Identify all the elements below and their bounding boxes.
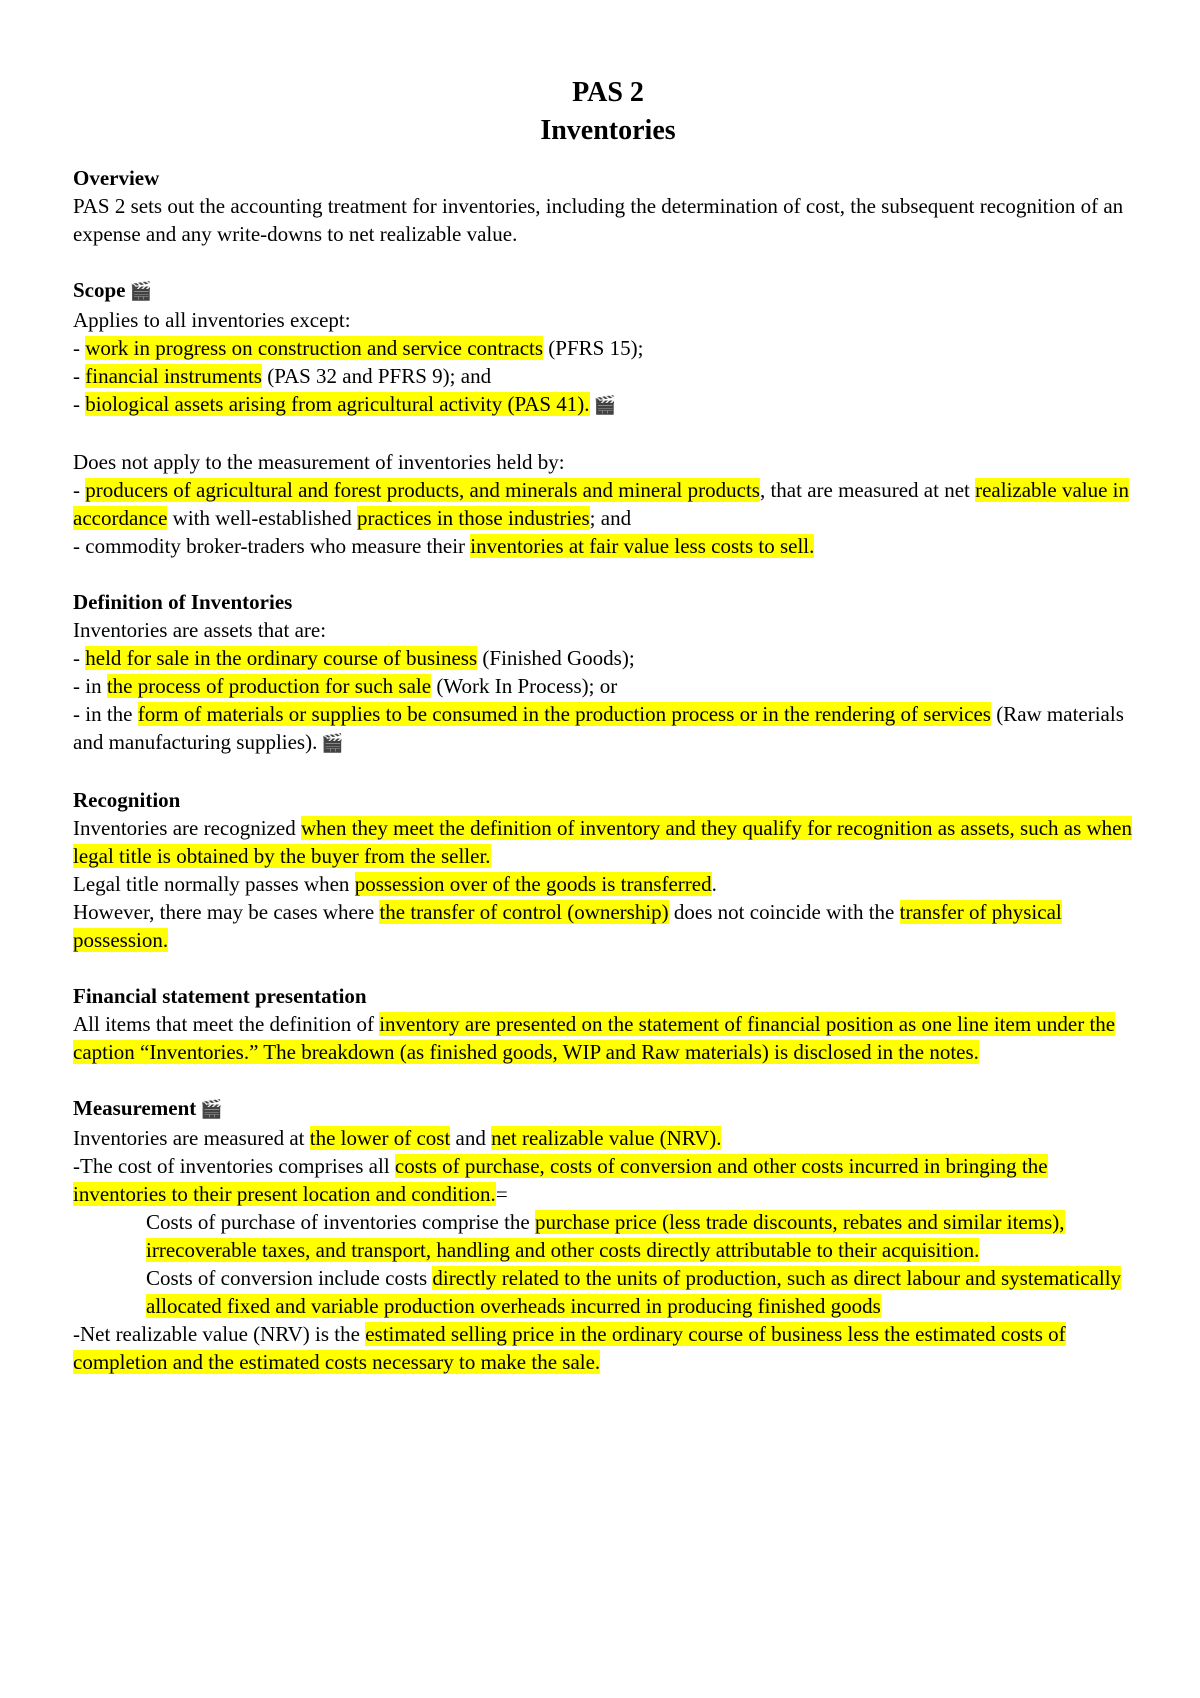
definition-intro: Inventories are assets that are: — [73, 618, 327, 642]
highlight: transfer of physical possession. — [73, 900, 1062, 952]
scope-heading: Scope — [73, 278, 126, 302]
text-run: in — [85, 674, 107, 698]
text-run: All items that meet the definition of — [73, 1012, 380, 1036]
highlight: directly related to the units of production, such as direct labour and systematically allocated fixed and variable production overheads incurred in producing finished goods — [146, 1266, 1122, 1318]
measurement-heading-line — [73, 1094, 1143, 1124]
text-run: (Raw materials and manufacturing supplies). — [73, 702, 1124, 754]
overview-heading: Overview — [73, 166, 160, 190]
highlight: possession over of the goods is transferred — [354, 872, 712, 896]
measurement-para — [73, 1124, 1143, 1152]
highlight: the lower of cost — [309, 1126, 451, 1150]
clapperboard-icon: 🎬 — [129, 281, 152, 302]
scope-heading-line — [73, 276, 1143, 306]
highlight: practices in those industries — [356, 506, 590, 530]
scope-not-apply-item: - producers of agricultural and forest products, and minerals and mineral products, that are measured at net realizable value in accordance with well-established practices in those industries; and — [73, 478, 1130, 530]
text-run: Inventories are measured at — [73, 1126, 310, 1150]
highlight: the transfer of control (ownership) — [379, 900, 669, 924]
text-run: , that are measured at net — [759, 478, 976, 502]
measurement-para — [73, 1152, 1143, 1208]
text-run: -The cost of inventories comprises all — [73, 1154, 395, 1178]
clapperboard-icon: 🎬 — [593, 395, 616, 416]
highlight: purchase price (less trade discounts, rebates and similar items), irrecoverable taxes, and transport, handling and other costs directly attributable to their acquisition. — [146, 1210, 1065, 1262]
highlight: biological assets arising from agricultural activity (PAS 41). — [85, 392, 590, 416]
document-subtitle: Inventories — [540, 115, 676, 146]
measurement-para — [73, 1264, 1143, 1320]
highlight: held for sale in the ordinary course of business — [85, 646, 478, 670]
presentation-para — [73, 1010, 1143, 1066]
scope-not-apply: Does not apply to the measurement of inventories held by: — [73, 450, 565, 474]
recognition-heading: Recognition — [73, 788, 181, 812]
text-run: = — [495, 1182, 508, 1206]
presentation-heading: Financial statement presentation — [73, 984, 367, 1008]
scope-item: - biological assets arising from agricultural activity (PAS 41). 🎬 — [73, 390, 1143, 420]
measurement-heading: Measurement — [73, 1096, 197, 1120]
recognition-para — [73, 870, 1143, 898]
text-run: (Work In Process); or — [431, 674, 618, 698]
recognition-para — [73, 898, 1143, 954]
highlight: costs of purchase, costs of conversion and other costs incurred in bringing the inventories to their present location and condition. — [73, 1154, 1048, 1206]
overview-text: PAS 2 sets out the accounting treatment for inventories, including the determination of cost, the subsequent recognition of an expense and any write-downs to net realizable value. — [73, 194, 1124, 246]
text-run: Inventories are recognized — [73, 816, 301, 840]
measurement-para — [73, 1208, 1143, 1264]
highlight: inventories at fair value less costs to sell. — [470, 534, 815, 558]
scope-item-text: (PFRS 15); — [543, 336, 644, 360]
clapperboard-icon: 🎬 — [200, 1099, 223, 1120]
highlight: inventory are presented on the statement of financial position as one line item under the caption “Inventories.” The breakdown (as finished goods, WIP and Raw materials) is disclosed in the notes. — [73, 1012, 1116, 1064]
text-run: Costs of purchase of inventories comprise the — [146, 1210, 535, 1234]
recognition-para — [73, 814, 1143, 870]
text-run: Costs of conversion include costs — [146, 1266, 433, 1290]
scope-item: - work in progress on construction and service contracts (PFRS 15); — [73, 336, 644, 360]
scope-item-text: (PAS 32 and PFRS 9); and — [261, 364, 492, 388]
highlight: when they meet the definition of inventory and they qualify for recognition as assets, such as when legal title is obtained by the buyer from the seller. — [73, 816, 1132, 868]
highlight: form of materials or supplies to be consumed in the production process or in the rendering of services — [137, 702, 991, 726]
highlight: the process of production for such sale — [106, 674, 432, 698]
highlight: net realizable value (NRV). — [491, 1126, 722, 1150]
highlight: financial instruments — [85, 364, 262, 388]
text-run: (Finished Goods); — [477, 646, 635, 670]
text-run: in the — [85, 702, 138, 726]
clapperboard-icon: 🎬 — [321, 733, 344, 754]
document-title: PAS 2 — [572, 77, 644, 108]
scope-not-apply-item: - commodity broker-traders who measure their inventories at fair value less costs to sell. — [73, 534, 815, 558]
definition-heading: Definition of Inventories — [73, 590, 293, 614]
scope-item: - financial instruments (PAS 32 and PFRS 9); and — [73, 364, 492, 388]
definition-item: - in the process of production for such sale (Work In Process); or — [73, 674, 618, 698]
highlight: realizable value in accordance — [73, 478, 1130, 530]
definition-item: - held for sale in the ordinary course of business (Finished Goods); — [73, 646, 635, 670]
text-run: . — [711, 872, 717, 896]
measurement-para — [73, 1320, 1143, 1376]
text-run: commodity broker-traders who measure their — [85, 534, 471, 558]
text-run: -Net realizable value (NRV) is the — [73, 1322, 366, 1346]
definition-item: - in the form of materials or supplies to be consumed in the production process or in the rendering of services (Raw materials and manufacturing supplies). 🎬 — [73, 700, 1143, 758]
text-run: does not coincide with the — [668, 900, 900, 924]
text-run: Legal title normally passes when — [73, 872, 355, 896]
highlight: estimated selling price in the ordinary course of business less the estimated costs of completion and the estimated costs necessary to make the sale. — [73, 1322, 1066, 1374]
text-run: However, there may be cases where — [73, 900, 380, 924]
highlight: work in progress on construction and service contracts — [85, 336, 544, 360]
document-page — [73, 74, 1143, 1376]
text-run: and — [450, 1126, 492, 1150]
highlight: producers of agricultural and forest products, and minerals and mineral products — [85, 478, 760, 502]
text-run: ; and — [589, 506, 632, 530]
text-run: with well-established — [167, 506, 357, 530]
scope-intro: Applies to all inventories except: — [73, 308, 351, 332]
